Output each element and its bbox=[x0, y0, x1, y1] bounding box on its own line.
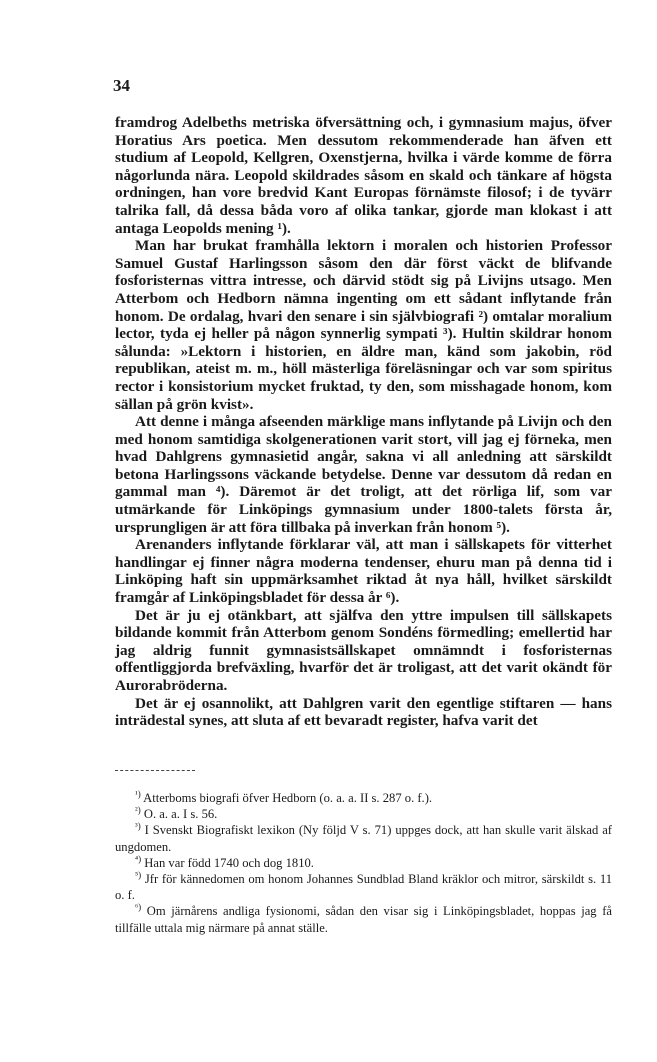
footnote bbox=[115, 822, 612, 854]
paragraph: Arenanders inflytande förklarar väl, att man i sällskapets för vitterhet handlingar ej finner några moderna tendenser, ehuru man på denna tid i Linköping haft sin uppmärksamhet riktad åt nya håll, hvilket särskildt framgår af Linköpingsbladet för dessa år ⁶). bbox=[115, 536, 612, 607]
footnote bbox=[115, 806, 612, 822]
footnote bbox=[115, 903, 612, 935]
page-number: 34 bbox=[113, 76, 130, 95]
footnote-text: Han var född 1740 och dog 1810. bbox=[144, 855, 314, 870]
paragraph: Man har brukat framhålla lektorn i moralen och historien Professor Samuel Gustaf Harlingsson såsom den där först väckt de blifvande fosforisternas vittra intresse, och därvid stödt sig på Livijns utsago. Men Atterbom och Hedborn nämna ingenting om ett sådant inflytande från honom. De ordalag, hvari den senare i sin självbiografi ²) omtalar moralium lector, tyda ej heller på någon synnerlig sympati ³). Hultin skildrar honom sålunda: »Lektorn i historien, en äldre man, känd som jakobin, röd republikan, ateist m. m., höll mästerliga föreläsningar och var som spiritus rector i konsistorium mycket fruktad, ty den, som misshagade honom, kom sällan på grön kvist». bbox=[115, 237, 612, 413]
paragraph: Det är ju ej otänkbart, att själfva den yttre impulsen till sällskapets bildande kommit från Atterbom genom Sondéns förmedling; emellertid har jag aldrig funnit gymnasistsällskapet omnämndt i fosforisternas offentliggjorda brefväxling, hvarför det är troligast, att det varit okändt för Aurorabröderna. bbox=[115, 606, 612, 694]
footnote-mark: ⁶) bbox=[135, 902, 142, 913]
body-text bbox=[115, 114, 612, 730]
footnote-mark: ⁴) bbox=[135, 853, 142, 864]
footnote-mark: ¹) bbox=[135, 788, 141, 799]
footnote-text: Jfr för kännedomen om honom Johannes Sundblad Bland kräklor och mitror, särskildt s. 11 o. f. bbox=[115, 872, 612, 903]
paragraph: Det är ej osannolikt, att Dahlgren varit den egentlige stiftaren — hans inträdestal synes, att sluta af ett bevaradt register, hafva varit det bbox=[115, 694, 612, 730]
footnote-mark: ³) bbox=[135, 821, 141, 832]
paragraph: framdrog Adelbeths metriska öfversättning och, i gymnasium majus, öfver Horatius Ars poetica. Men dessutom rekommenderade han äfven ett studium af Leopold, Kellgren, Oxenstjerna, hvilka i värde komme de förra någorlunda nära. Leopold skildrades såsom en skald och tänkare af högsta ordningen, han vore bredvid Kant Europas förnämste filosof; i de tyvärr talrika fall, då dessa båda voro af olika tankar, gjorde man klokast i att antaga Leopolds mening ¹). bbox=[115, 114, 612, 237]
footnote bbox=[115, 855, 612, 871]
footnote-separator bbox=[115, 770, 195, 771]
footnote-mark: ²) bbox=[135, 805, 141, 816]
footnote-text: O. a. a. I s. 56. bbox=[143, 807, 218, 822]
footnotes bbox=[115, 790, 612, 936]
footnote-text: I Svenskt Biografiskt lexikon (Ny följd V s. 71) uppges dock, att han skulle varit älskad af ungdomen. bbox=[115, 823, 613, 854]
footnote bbox=[115, 871, 612, 903]
footnote-mark: ⁵) bbox=[135, 869, 142, 880]
footnote-text: Atterboms biografi öfver Hedborn (o. a. a. II s. 287 o. f.). bbox=[143, 791, 433, 805]
footnote-text: Om järnårens andliga fysionomi, sådan den visar sig i Linköpingsbladet, hoppas jag få tillfälle uttala mig närmare på annat ställe. bbox=[115, 904, 612, 935]
paragraph: Att denne i många afseenden märklige mans inflytande på Livijn och den med honom samtidiga skolgenerationen varit stort, vill jag ej förneka, men hvad Dahlgrens gymnasietid angår, sakna vi all anledning att särskildt betona Harlingssons väckande betydelse. Denne var dessutom då redan en gammal man ⁴). Däremot är det troligt, att det rörliga lif, som var utmärkande för Linköpings gymnasium under 1800-talets första år, ursprungligen är att föra tillbaka på inverkan från honom ⁵). bbox=[115, 413, 612, 536]
footnote bbox=[115, 790, 612, 806]
